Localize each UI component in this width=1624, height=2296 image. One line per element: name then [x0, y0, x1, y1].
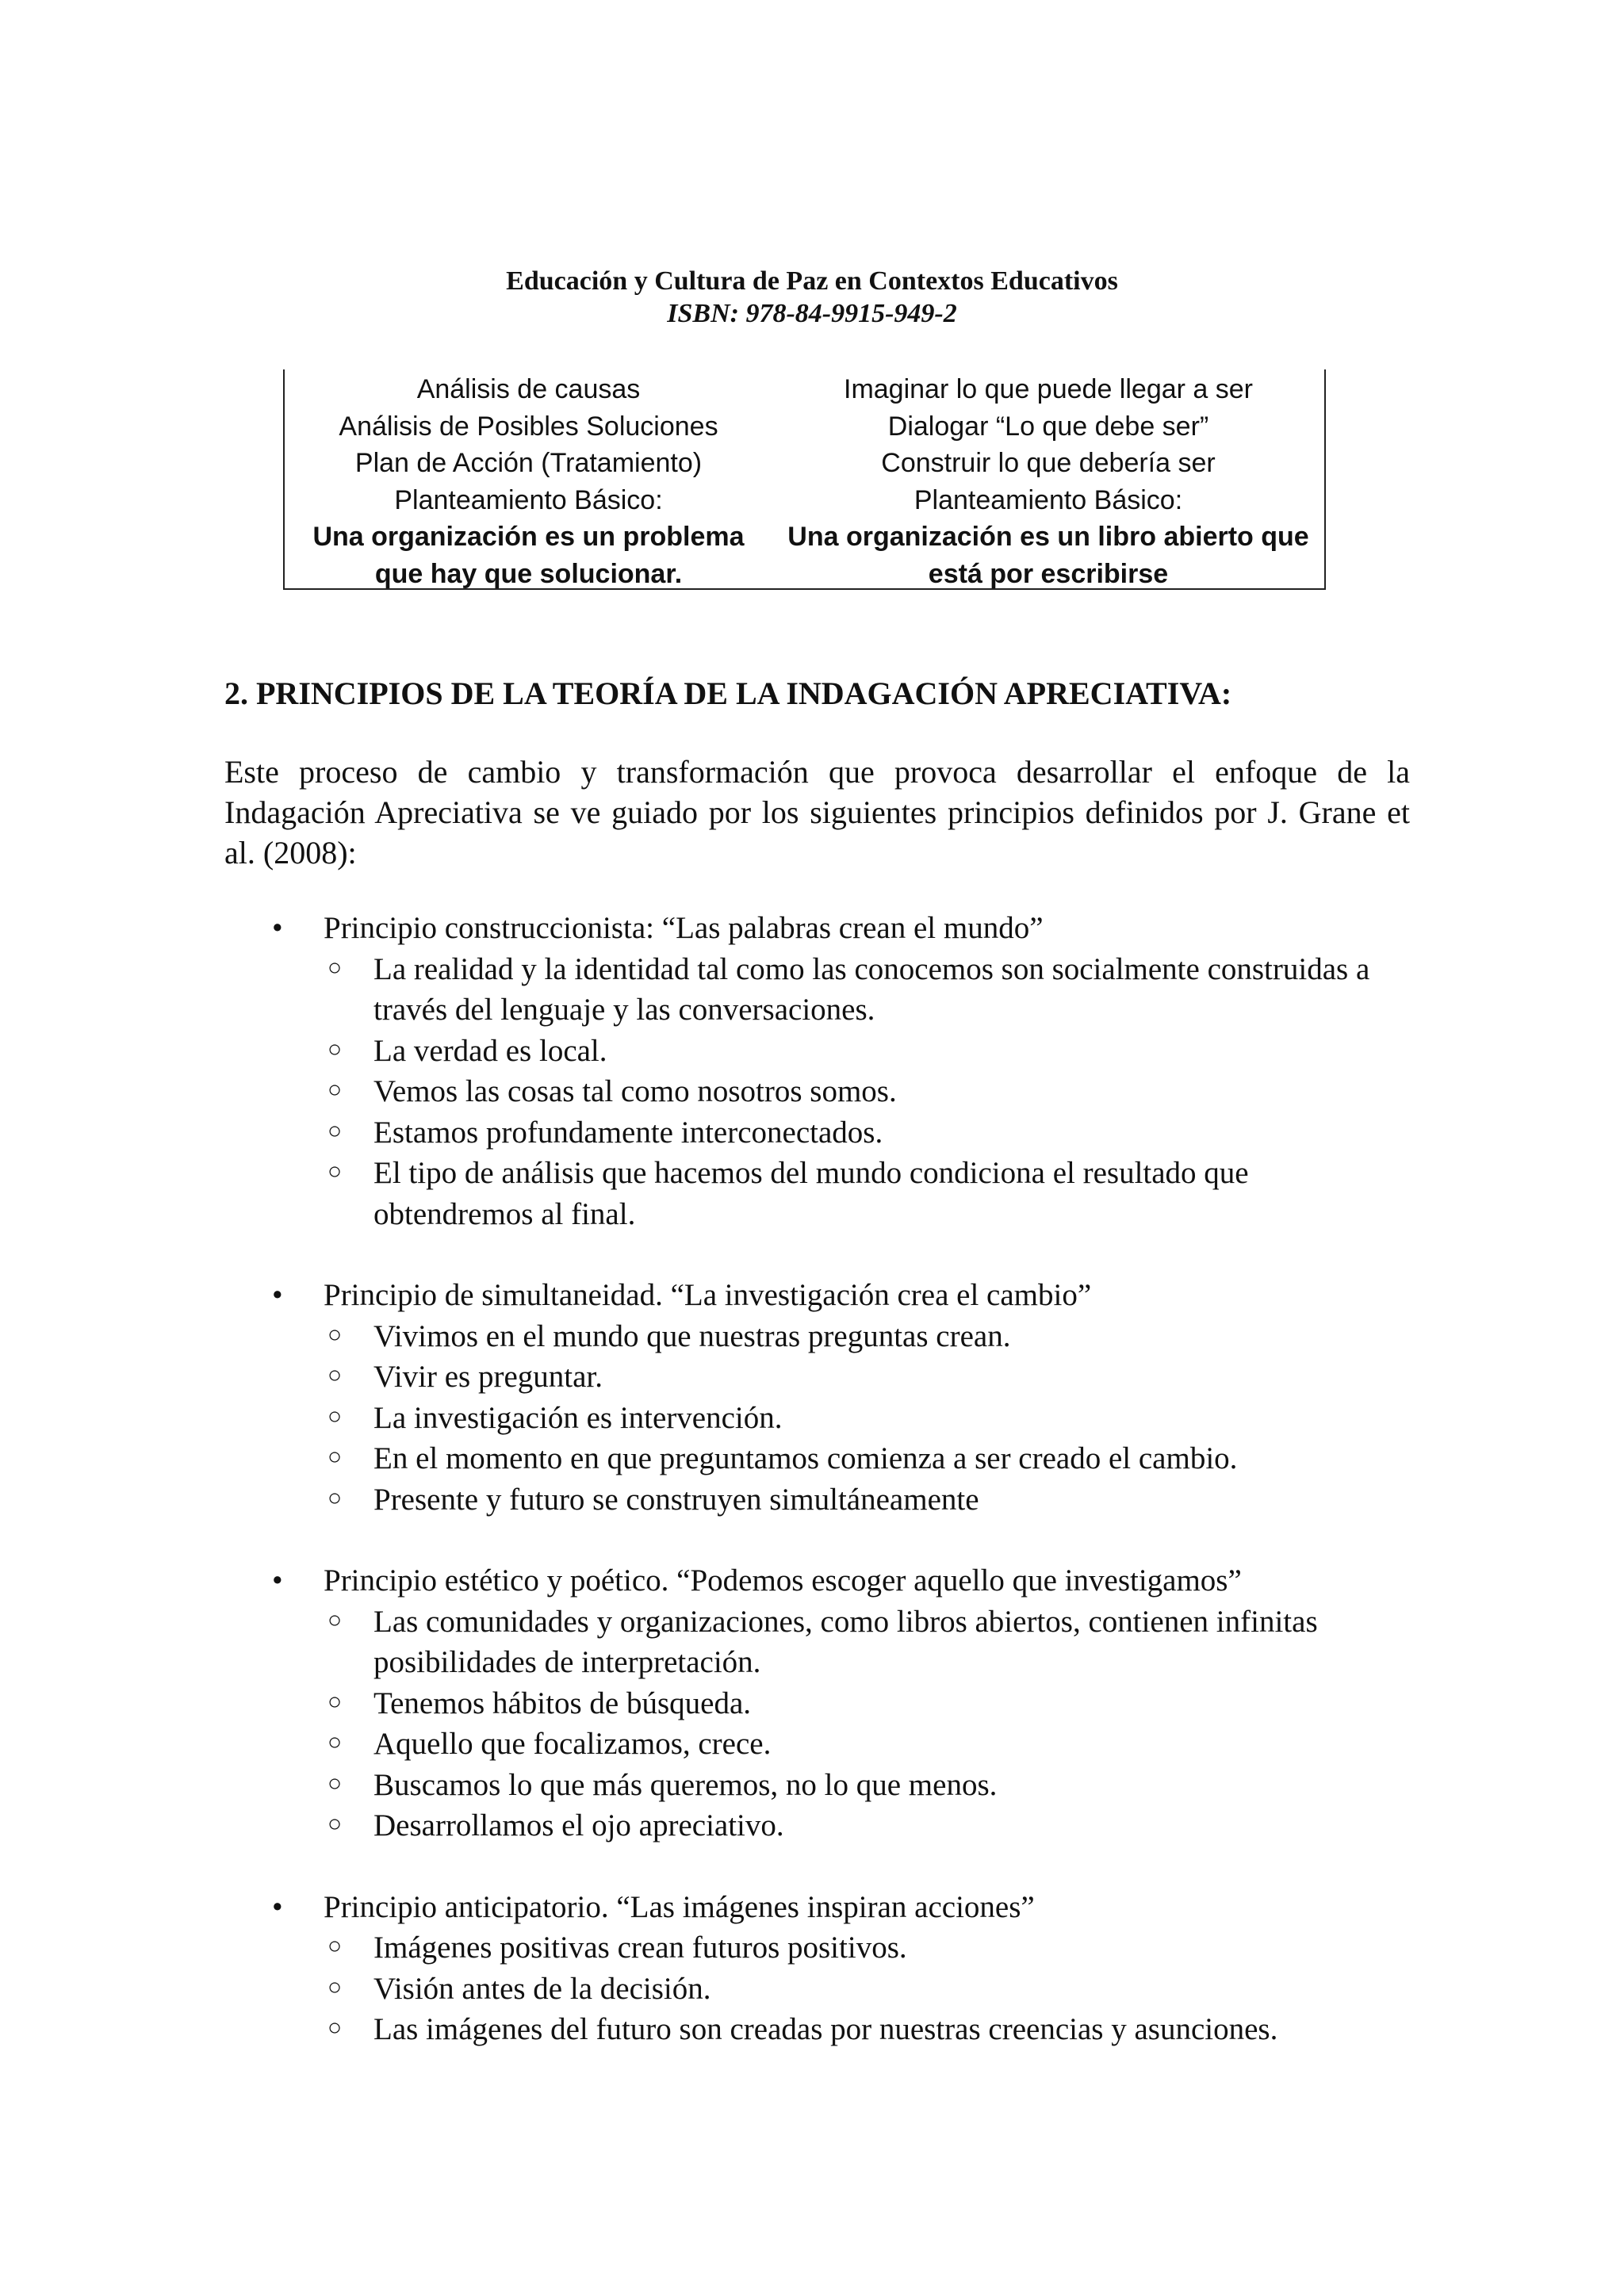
principle-estetico-poetico	[224, 1560, 1414, 1846]
principle-title-row	[224, 908, 1414, 949]
table-column-left	[285, 369, 772, 588]
sub-item	[224, 1112, 1414, 1154]
principle-anticipatorio	[224, 1887, 1414, 2050]
sub-item-text: Buscamos lo que más queremos, no lo que menos.	[373, 1767, 998, 1802]
sub-item-text: Aquello que focalizamos, crece.	[373, 1727, 772, 1761]
circle-bullet-icon: ○	[327, 1688, 343, 1715]
table-cell-bold-line: está por escribirse	[928, 558, 1169, 589]
principle-title: Principio construccionista: “Las palabras crean el mundo”	[324, 911, 1044, 945]
sub-item	[224, 1398, 1414, 1439]
sub-item-text: La verdad es local.	[373, 1033, 607, 1068]
circle-bullet-icon: ○	[327, 1362, 343, 1388]
sub-item	[224, 1765, 1414, 1806]
sub-item	[224, 1316, 1414, 1357]
principle-construccionista	[224, 908, 1414, 1234]
sub-item-text: Las comunidades y organizaciones, como libros abiertos, contienen infinitas posibilidades de interpretación.	[373, 1604, 1318, 1679]
table-cell-line: Dialogar “Lo que debe ser”	[887, 411, 1209, 442]
sub-item	[224, 1031, 1414, 1072]
table-cell-line: Imaginar lo que puede llegar a ser	[844, 374, 1253, 404]
principle-title-row	[224, 1887, 1414, 1928]
table-cell-bold-line: Una organización es un libro abierto que	[787, 522, 1309, 552]
sub-item	[224, 1438, 1414, 1479]
sub-item	[224, 1969, 1414, 2010]
table-cell-bold-line: que hay que solucionar.	[374, 558, 683, 589]
sub-item	[224, 1357, 1414, 1398]
principle-simultaneidad	[224, 1275, 1414, 1520]
circle-bullet-icon: ○	[327, 1606, 343, 1633]
circle-bullet-icon: ○	[327, 1811, 343, 1837]
principle-title-row	[224, 1275, 1414, 1316]
table-cell-line: Plan de Acción (Tratamiento)	[354, 448, 703, 478]
sub-item	[224, 949, 1414, 1031]
circle-bullet-icon: ○	[327, 1484, 343, 1511]
sub-item-text: Desarrollamos el ojo apreciativo.	[373, 1808, 784, 1843]
bullet-icon: •	[272, 1889, 283, 1924]
circle-bullet-icon: ○	[327, 1402, 343, 1429]
sub-item-text: Imágenes positivas crean futuros positivos.	[373, 1931, 907, 1965]
sub-item-text: El tipo de análisis que hacemos del mundo condiciona el resultado que obtendremos al final.	[373, 1156, 1249, 1231]
circle-bullet-icon: ○	[327, 1444, 343, 1470]
sub-item	[224, 1479, 1414, 1521]
section-heading: 2. PRINCIPIOS DE LA TEORÍA DE LA INDAGACIÓN APRECIATIVA:	[224, 675, 1232, 711]
table-column-right	[772, 369, 1324, 588]
sub-item-text: Tenemos hábitos de búsqueda.	[373, 1686, 751, 1720]
table-cell-line: Planteamiento Básico:	[394, 484, 663, 515]
sub-item	[224, 1805, 1414, 1846]
principle-title: Principio de simultaneidad. “La investigación crea el cambio”	[324, 1278, 1092, 1312]
running-header-isbn: ISBN: 978-84-9915-949-2	[667, 299, 957, 328]
intro-paragraph: Este proceso de cambio y transformación que provoca desarrollar el enfoque de la Indagación Apreciativa se ve guiado por los siguientes principios definidos por J. Grane et al. (2008):	[224, 754, 1410, 871]
sub-item-text: Vivir es preguntar.	[373, 1360, 603, 1394]
sub-item	[224, 1927, 1414, 1969]
circle-bullet-icon: ○	[327, 2015, 343, 2041]
sub-item-text: La investigación es intervención.	[373, 1400, 783, 1435]
circle-bullet-icon: ○	[327, 1770, 343, 1797]
comparison-table	[283, 369, 1326, 590]
table-cell-bold-line: Una organización es un problema	[312, 522, 745, 552]
principle-title-row	[224, 1560, 1414, 1601]
circle-bullet-icon: ○	[327, 1729, 343, 1755]
principle-title: Principio anticipatorio. “Las imágenes inspiran acciones”	[324, 1889, 1035, 1924]
sub-item	[224, 1153, 1414, 1234]
sub-item-text: Vemos las cosas tal como nosotros somos.	[373, 1074, 897, 1108]
circle-bullet-icon: ○	[327, 1933, 343, 1959]
table-cell-line: Planteamiento Básico:	[914, 484, 1183, 515]
sub-item	[224, 1683, 1414, 1724]
circle-bullet-icon: ○	[327, 1973, 343, 2000]
sub-item-text: La realidad y la identidad tal como las conocemos son socialmente construidas a través del lenguaje y las conversaciones.	[373, 951, 1370, 1027]
sub-item-text: Vivimos en el mundo que nuestras preguntas crean.	[373, 1318, 1011, 1353]
sub-item	[224, 1724, 1414, 1765]
circle-bullet-icon: ○	[327, 954, 343, 981]
bullet-icon: •	[272, 911, 283, 945]
principles-list	[224, 908, 1414, 2091]
sub-item-text: En el momento en que preguntamos comienza a ser creado el cambio.	[373, 1441, 1238, 1475]
sub-item-text: Las imágenes del futuro son creadas por nuestras creencias y asunciones.	[373, 2012, 1278, 2046]
table-cell-line: Análisis de causas	[416, 374, 641, 404]
circle-bullet-icon: ○	[327, 1035, 343, 1062]
table-cell-line: Análisis de Posibles Soluciones	[339, 411, 718, 442]
circle-bullet-icon: ○	[327, 1158, 343, 1184]
bullet-icon: •	[272, 1563, 283, 1598]
sub-item	[224, 1071, 1414, 1112]
circle-bullet-icon: ○	[327, 1077, 343, 1103]
table-cell-line: Construir lo que debería ser	[881, 448, 1216, 478]
sub-item	[224, 1601, 1414, 1683]
running-header-title: Educación y Cultura de Paz en Contextos Educativos	[506, 266, 1118, 296]
sub-item-text: Visión antes de la decisión.	[373, 1971, 711, 2006]
sub-item-text: Estamos profundamente interconectados.	[373, 1115, 883, 1150]
sub-item-text: Presente y futuro se construyen simultáneamente	[373, 1482, 979, 1517]
bullet-icon: •	[272, 1278, 283, 1312]
sub-item	[224, 2009, 1414, 2050]
circle-bullet-icon: ○	[327, 1117, 343, 1144]
principle-title: Principio estético y poético. “Podemos escoger aquello que investigamos”	[324, 1563, 1242, 1598]
circle-bullet-icon: ○	[327, 1321, 343, 1348]
